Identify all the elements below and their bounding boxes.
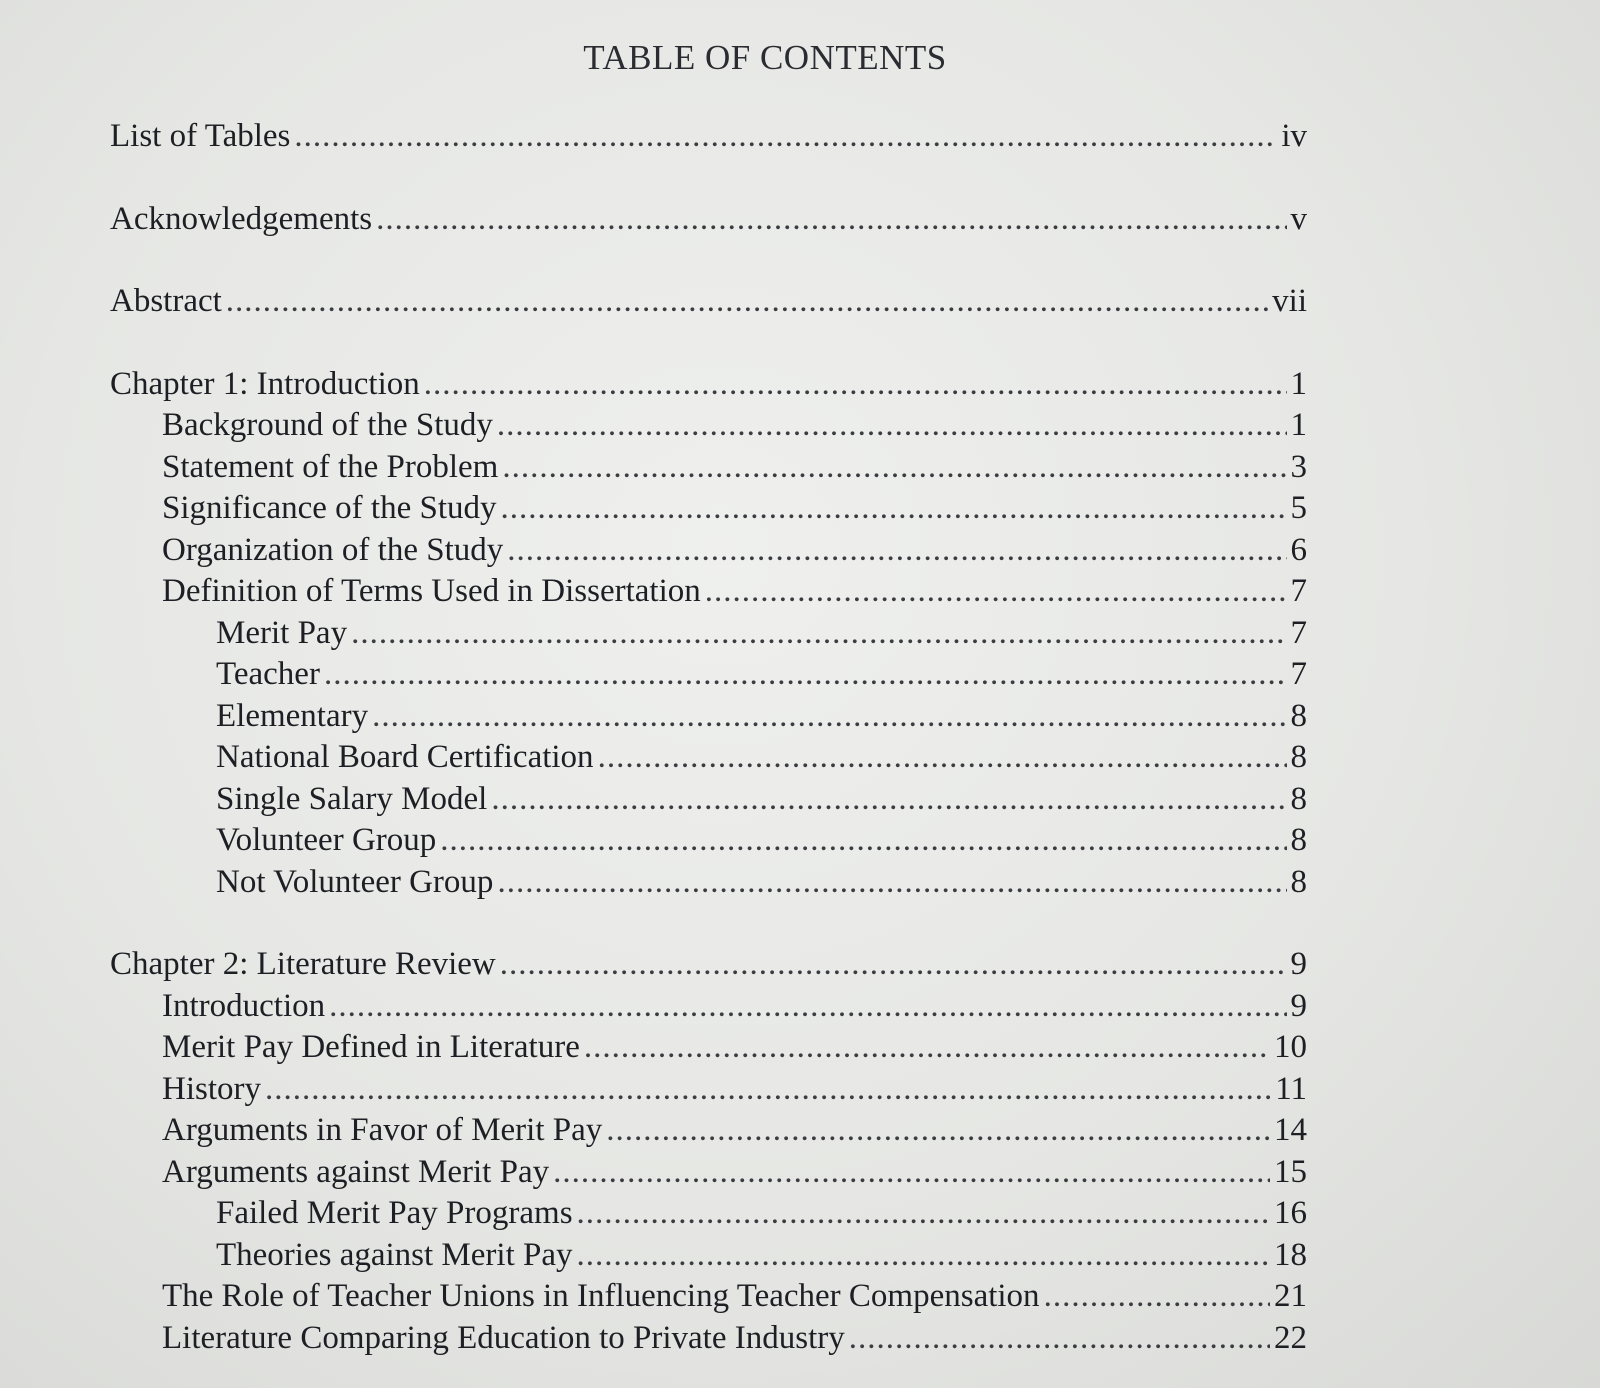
toc-leader-dots [372,696,1286,738]
toc-entry-page: 8 [1290,822,1307,858]
toc-entry-label: List of Tables [110,118,291,154]
toc-entry [110,530,1307,572]
toc-leader-dots [440,820,1286,862]
toc-leader-dots [705,571,1287,613]
toc-entry [110,696,1307,738]
toc-entry-label: Organization of the Study [162,531,504,568]
toc-entry-label: Significance of the Study [162,490,497,526]
toc-leader-dots [497,862,1286,904]
toc-entry-page: 3 [1290,448,1307,485]
toc-entry-page: iv [1281,118,1307,154]
toc-entry-page: 10 [1274,1029,1307,1065]
toc-entry-page: 8 [1290,739,1307,775]
toc-entry-label: Acknowledgements [110,200,373,237]
toc-entry-label: Not Volunteer Group [216,863,494,900]
toc-leader-dots [584,1027,1270,1069]
toc-entry-page: 22 [1274,1319,1307,1356]
toc-entry-label: Theories against Merit Pay [216,1236,573,1273]
toc-leader-dots [501,488,1287,530]
toc-entry [110,1193,1307,1235]
toc-entry-page: 6 [1290,531,1307,568]
toc-entry [110,447,1307,489]
toc-entry [110,364,1307,406]
toc-entry [110,1318,1307,1360]
toc-entry-label: Merit Pay [216,614,348,651]
toc-entry-label: National Board Certification [216,739,594,775]
toc-entry [110,1235,1307,1277]
toc-leader-dots [324,654,1287,696]
toc-entry-label: Background of the Study [162,407,493,443]
toc-entry-label: Chapter 1: Introduction [110,365,420,402]
toc-leader-dots [502,447,1286,489]
toc-entry [110,281,1307,323]
toc-entry [110,488,1307,530]
toc-entry-label: Introduction [162,987,326,1024]
toc-entry-page: 1 [1290,365,1307,402]
toc-entry-page: 5 [1290,490,1307,526]
toc-leader-dots [598,737,1287,779]
toc-leader-dots [265,1069,1271,1111]
toc-entry-page: 16 [1274,1195,1307,1231]
toc-entry-page: 7 [1290,573,1307,609]
toc-list [110,116,1307,1359]
toc-entry-label: History [162,1070,261,1107]
toc-leader-dots [226,281,1268,323]
toc-title: TABLE OF CONTENTS [583,38,947,77]
toc-entry-label: Chapter 2: Literature Review [110,946,496,982]
toc-entry-label: Literature Comparing Education to Private Industry [162,1319,845,1356]
toc-entry-label: Merit Pay Defined in Literature [162,1029,580,1065]
toc-entry-label: Abstract [110,283,222,319]
toc-entry-page: 9 [1290,987,1307,1024]
toc-entry-page: 14 [1274,1112,1307,1148]
toc-entry-page: 7 [1290,656,1307,692]
toc-leader-dots [577,1193,1270,1235]
toc-entry-label: Volunteer Group [216,822,437,858]
toc-entry-page: 15 [1274,1153,1307,1190]
toc-leader-dots [376,199,1286,241]
toc-leader-dots [351,613,1286,655]
toc-leader-dots [577,1235,1271,1277]
toc-leader-dots [329,986,1286,1028]
toc-leader-dots [849,1318,1270,1360]
toc-entry-page: 8 [1290,863,1307,900]
toc-entry-label: Statement of the Problem [162,448,499,485]
toc-entry [110,116,1307,158]
toc-entry [110,1027,1307,1069]
toc-entry [110,405,1307,447]
toc-entry-page: 21 [1274,1278,1307,1314]
toc-entry-page: v [1290,200,1307,237]
toc-entry-page: 1 [1290,407,1307,443]
toc-entry [110,779,1307,821]
toc-leader-dots [1044,1276,1270,1318]
toc-leader-dots [606,1110,1270,1152]
toc-entry-label: The Role of Teacher Unions in Influencing Teacher Compensation [162,1278,1040,1314]
toc-entry [110,613,1307,655]
toc-entry [110,654,1307,696]
toc-entry [110,571,1307,613]
toc-leader-dots [294,116,1277,158]
toc-leader-dots [500,944,1287,986]
toc-entry-page: vii [1272,283,1307,319]
toc-entry-page: 8 [1290,780,1307,817]
toc-leader-dots [424,364,1287,406]
toc-entry [110,199,1307,241]
toc-leader-dots [497,405,1287,447]
toc-entry-label: Teacher [216,656,320,692]
toc-entry [110,1110,1307,1152]
toc-entry [110,737,1307,779]
toc-entry-label: Arguments against Merit Pay [162,1153,550,1190]
toc-leader-dots [507,530,1286,572]
toc-entry-page: 7 [1290,614,1307,651]
toc-entry-page: 9 [1290,946,1307,982]
toc-entry-page: 11 [1275,1070,1307,1107]
toc-entry-label: Single Salary Model [216,780,488,817]
toc-entry-label: Elementary [216,697,369,734]
toc-entry-label: Definition of Terms Used in Dissertation [162,573,701,609]
toc-entry [110,1069,1307,1111]
toc-entry [110,986,1307,1028]
toc-entry [110,862,1307,904]
toc-leader-dots [553,1152,1270,1194]
toc-entry-label: Failed Merit Pay Programs [216,1195,573,1231]
toc-entry [110,1152,1307,1194]
toc-entry-page: 18 [1274,1236,1307,1273]
toc-entry [110,1276,1307,1318]
toc-entry [110,944,1307,986]
toc-entry-label: Arguments in Favor of Merit Pay [162,1112,603,1148]
toc-entry [110,820,1307,862]
toc-leader-dots [491,779,1286,821]
toc-entry-page: 8 [1290,697,1307,734]
